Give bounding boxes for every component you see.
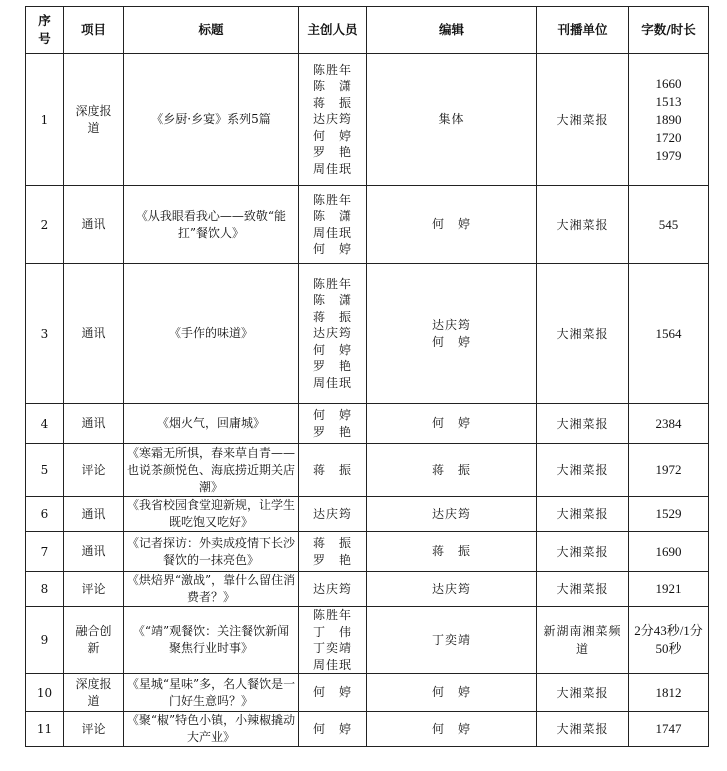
count-value: 1921 xyxy=(655,581,682,596)
title-cell: 《星城“星味”多，名人餐饮是一门好生意吗？》 xyxy=(124,674,299,712)
outlet-cell: 大湘菜报 xyxy=(537,404,629,444)
count-cell xyxy=(629,404,709,444)
header-row xyxy=(26,7,709,54)
title-cell: 《从我眼看我心——致敬“能扛”餐饮人》 xyxy=(124,186,299,264)
authors-cell xyxy=(299,186,367,264)
author-name: 何 婷 xyxy=(312,342,352,357)
count-cell xyxy=(629,54,709,186)
count-cell xyxy=(629,674,709,712)
category-cell: 深度报道 xyxy=(64,674,124,712)
editor-cell: 达庆筠 何 婷 xyxy=(367,264,537,404)
category-cell: 评论 xyxy=(64,712,124,747)
category-cell: 深度报道 xyxy=(64,54,124,186)
category-cell: 评论 xyxy=(64,572,124,607)
author-name: 何 婷 xyxy=(312,721,352,736)
editor-cell: 达庆筠 xyxy=(367,497,537,532)
title-cell: 《记者探访：外卖成疫情下长沙餐饮的一抹亮色》 xyxy=(124,532,299,572)
table-row xyxy=(26,264,709,404)
table-body xyxy=(26,54,709,747)
outlet-cell: 大湘菜报 xyxy=(537,532,629,572)
count-cell xyxy=(629,607,709,674)
col-header-category: 项目 xyxy=(64,7,124,54)
row-number: 3 xyxy=(26,264,64,404)
outlet-cell: 新湖南湘菜频道 xyxy=(537,607,629,674)
outlet-cell: 大湘菜报 xyxy=(537,54,629,186)
row-number: 6 xyxy=(26,497,64,532)
count-value: 1979 xyxy=(655,147,682,163)
category-cell: 融合创新 xyxy=(64,607,124,674)
editor-cell: 蒋 振 xyxy=(367,532,537,572)
category-cell: 通讯 xyxy=(64,264,124,404)
editor-cell: 达庆筠 xyxy=(367,572,537,607)
row-number: 9 xyxy=(26,607,64,674)
author-name: 罗 艳 xyxy=(312,145,352,160)
authors-cell xyxy=(299,607,367,674)
count-cell xyxy=(629,712,709,747)
category-cell: 通讯 xyxy=(64,497,124,532)
count-value: 2384 xyxy=(655,415,682,431)
author-name: 陈 潇 xyxy=(312,293,352,308)
title-cell: 《手作的味道》 xyxy=(124,264,299,404)
editor-cell: 何 婷 xyxy=(367,404,537,444)
outlet-cell: 大湘菜报 xyxy=(537,572,629,607)
title-cell: 《烟火气，回庸城》 xyxy=(124,404,299,444)
author-name: 罗 艳 xyxy=(312,424,352,439)
editor-cell: 何 婷 xyxy=(367,186,537,264)
outlet-cell: 大湘菜报 xyxy=(537,444,629,497)
authors-cell xyxy=(299,572,367,607)
count-value: 1747 xyxy=(655,721,682,736)
author-name: 陈胜年 xyxy=(312,192,352,207)
author-name: 达庆筠 xyxy=(312,506,352,521)
col-header-title: 标题 xyxy=(124,7,299,54)
outlet-cell: 大湘菜报 xyxy=(537,712,629,747)
title-cell: 《我省校园食堂迎新规，让学生既吃饱又吃好》 xyxy=(124,497,299,532)
table-row xyxy=(26,712,709,747)
row-number: 2 xyxy=(26,186,64,264)
authors-cell xyxy=(299,532,367,572)
author-name: 何 婷 xyxy=(312,408,352,422)
authors-cell xyxy=(299,54,367,186)
count-value: 1812 xyxy=(655,684,682,700)
category-cell: 通讯 xyxy=(64,404,124,444)
count-cell xyxy=(629,497,709,532)
author-name: 陈胜年 xyxy=(312,608,352,622)
row-number: 5 xyxy=(26,444,64,497)
category-cell: 通讯 xyxy=(64,532,124,572)
authors-cell xyxy=(299,497,367,532)
count-value: 545 xyxy=(658,216,679,232)
table-row xyxy=(26,54,709,186)
authors-cell xyxy=(299,404,367,444)
table-row xyxy=(26,186,709,264)
count-value: 1972 xyxy=(655,462,682,477)
table-row xyxy=(26,497,709,532)
editor-cell: 何 婷 xyxy=(367,674,537,712)
title-cell: 《寒霜无所惧，春来草自青——也说茶颜悦色、海底捞近期关店潮》 xyxy=(124,444,299,497)
outlet-cell: 大湘菜报 xyxy=(537,674,629,712)
author-name: 陈 潇 xyxy=(312,79,352,94)
author-name: 达庆筠 xyxy=(312,581,352,596)
author-name: 周佳珉 xyxy=(312,375,352,390)
table-row xyxy=(26,444,709,497)
row-number: 4 xyxy=(26,404,64,444)
editor-cell: 何 婷 xyxy=(367,712,537,747)
authors-cell xyxy=(299,674,367,712)
editor-cell: 蒋 振 xyxy=(367,444,537,497)
count-value: 1660 xyxy=(655,75,682,91)
author-name: 丁奕靖 xyxy=(312,641,352,655)
count-cell xyxy=(629,264,709,404)
author-name: 达庆筠 xyxy=(312,112,352,127)
authors-cell xyxy=(299,444,367,497)
count-value: 1564 xyxy=(655,325,682,341)
author-name: 陈胜年 xyxy=(312,276,352,291)
author-name: 周佳珉 xyxy=(312,161,352,176)
author-name: 何 婷 xyxy=(312,685,352,700)
count-cell xyxy=(629,186,709,264)
title-cell: 《聚“椒”特色小镇，小辣椒撬动大产业》 xyxy=(124,712,299,747)
author-name: 达庆筠 xyxy=(312,326,352,341)
table-row xyxy=(26,607,709,674)
title-cell: 《乡厨·乡宴》系列5篇 xyxy=(124,54,299,186)
outlet-cell: 大湘菜报 xyxy=(537,186,629,264)
outlet-cell: 大湘菜报 xyxy=(537,264,629,404)
author-name: 蒋 振 xyxy=(312,309,352,324)
count-cell xyxy=(629,572,709,607)
count-value: 1690 xyxy=(655,543,682,559)
author-name: 何 婷 xyxy=(312,128,352,143)
col-header-editor: 编辑 xyxy=(367,7,537,54)
count-value: 1513 xyxy=(655,93,682,109)
editor-cell: 集体 xyxy=(367,54,537,186)
author-name: 陈 潇 xyxy=(312,209,352,223)
author-name: 何 婷 xyxy=(312,242,352,256)
table-row xyxy=(26,674,709,712)
author-name: 周佳珉 xyxy=(312,657,352,672)
category-cell: 通讯 xyxy=(64,186,124,264)
awards-table xyxy=(25,6,709,747)
row-number: 8 xyxy=(26,572,64,607)
table-row xyxy=(26,572,709,607)
author-name: 罗 艳 xyxy=(312,552,352,567)
title-cell: 《“靖”观餐饮：关注餐饮新闻 聚焦行业时事》 xyxy=(124,607,299,674)
col-header-authors: 主创人员 xyxy=(299,7,367,54)
table-row xyxy=(26,404,709,444)
category-cell: 评论 xyxy=(64,444,124,497)
author-name: 陈胜年 xyxy=(312,62,352,77)
outlet-cell: 大湘菜报 xyxy=(537,497,629,532)
author-name: 蒋 振 xyxy=(312,95,352,110)
count-cell xyxy=(629,444,709,497)
title-cell: 《烘焙界“激战”，靠什么留住消费者？》 xyxy=(124,572,299,607)
table-row xyxy=(26,532,709,572)
col-header-outlet: 刊播单位 xyxy=(537,7,629,54)
count-value: 1890 xyxy=(655,111,682,127)
row-number: 11 xyxy=(26,712,64,747)
author-name: 蒋 振 xyxy=(312,536,352,550)
col-header-count: 字数/时长 xyxy=(629,7,709,54)
row-number: 1 xyxy=(26,54,64,186)
count-value: 1720 xyxy=(655,129,682,145)
author-name: 蒋 振 xyxy=(312,462,352,477)
author-name: 丁 伟 xyxy=(312,624,352,639)
row-number: 10 xyxy=(26,674,64,712)
authors-cell xyxy=(299,712,367,747)
author-name: 周佳珉 xyxy=(312,225,352,240)
col-header-no: 序号 xyxy=(26,7,64,54)
count-cell xyxy=(629,532,709,572)
row-number: 7 xyxy=(26,532,64,572)
count-value: 1529 xyxy=(655,506,682,521)
count-value: 2分43秒/1分50秒 xyxy=(634,623,703,656)
author-name: 罗 艳 xyxy=(312,359,352,374)
authors-cell xyxy=(299,264,367,404)
editor-cell: 丁奕靖 xyxy=(367,607,537,674)
